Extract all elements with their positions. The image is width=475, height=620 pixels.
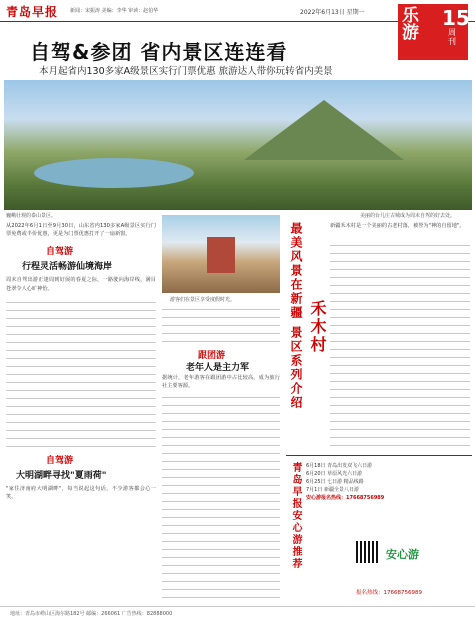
ad-route: 7月1日 新疆全景八日游 [306, 487, 359, 493]
article-column-1 [6, 222, 156, 501]
tourists-photo [162, 215, 280, 293]
body-text-block [162, 392, 280, 602]
section-title: 老年人是主力军 [186, 363, 250, 373]
ad-title: 青岛早报安心游推荐 [290, 462, 301, 570]
ad-hotline: 安心游报名热线：17668756989 [306, 495, 385, 501]
newspaper-logo: 青岛早报 [6, 5, 59, 19]
ad-route: 6月18日 青岛出发双飞六日游 [306, 463, 373, 469]
right-photo-caption: 美丽的台儿庄古城成为周末自驾的好去处。 [360, 213, 456, 219]
page-number: 15 [442, 6, 470, 30]
article-paragraph: 据统计，老年游客在跟团游中占比较高，成为旅行社主要客源。 [162, 375, 280, 390]
staff-credits: 新闻：宋振涛 美编：李华 审读：赵伯华 [70, 8, 159, 14]
ad-route: 6月25日 七日游 精品线路 [306, 479, 364, 485]
feature-name: 禾木村 [308, 300, 327, 354]
weekly-badge [398, 4, 468, 60]
qr-code-icon [356, 541, 378, 563]
section-title: 行程灵活畅游仙境海岸 [22, 262, 113, 273]
weekly-label: 周刊 [448, 28, 456, 46]
body-text-block [6, 297, 156, 447]
article-paragraph: "家住济南府大明湖畔"，每当说起这句话，不少游客都会心一笑。 [6, 485, 156, 501]
ad-hotline-number: 报名热线：17668756989 [356, 590, 422, 596]
ad-route-list [306, 462, 384, 502]
section-tag: 自驾游 [46, 455, 74, 466]
ad-brand-logo: 安心游 [386, 548, 419, 561]
intro-paragraph: 从2022年6月1日至9月30日，山东省内130多家A级景区实行门票免费或半价优惠，更是为门票优惠打开了一扇新窗。 [6, 223, 156, 238]
mid-photo-caption: 游客们在景区享受度假时光。 [170, 297, 236, 303]
photo-building [207, 237, 235, 273]
section-title: 大明湖畔寻找"夏雨荷" [16, 470, 107, 481]
main-photo-caption: 巍峨壮观的泰山景区。 [6, 213, 57, 219]
section-name: 乐游 [402, 6, 419, 43]
section-tag: 自驾游 [46, 247, 74, 258]
main-photo [4, 80, 472, 210]
body-text-block [162, 304, 280, 344]
travel-advertisement [286, 455, 472, 620]
article-paragraph: 新疆禾木村是一个美丽的古老村落，被誉为"神的自留地"。 [330, 223, 465, 229]
page-headline: 自驾&参团 省内景区连连看 [30, 40, 288, 64]
ad-route: 6月20日 草原风光六日游 [306, 471, 363, 477]
body-text-block [330, 240, 470, 450]
photo-mountain [244, 100, 404, 160]
series-vertical-title: 最美风景在新疆 景区系列介绍 [289, 222, 303, 411]
page-footer: 地址：青岛市崂山区海尔路182号 邮编：266061 广告热线：82888000 [0, 606, 475, 620]
issue-date: 2022年6月13日 星期一 [300, 9, 365, 16]
section-tag: 跟团游 [198, 351, 226, 361]
photo-lake [34, 158, 194, 188]
page-subhead: 本月起省内130多家A级景区实行门票优惠 旅游达人带你玩转省内美景 [39, 66, 333, 77]
article-paragraph: 周末自驾出游正逢周到好展的春夏之际，一路驶向海岸线，满目苍翠令人心旷神怡。 [6, 277, 156, 292]
